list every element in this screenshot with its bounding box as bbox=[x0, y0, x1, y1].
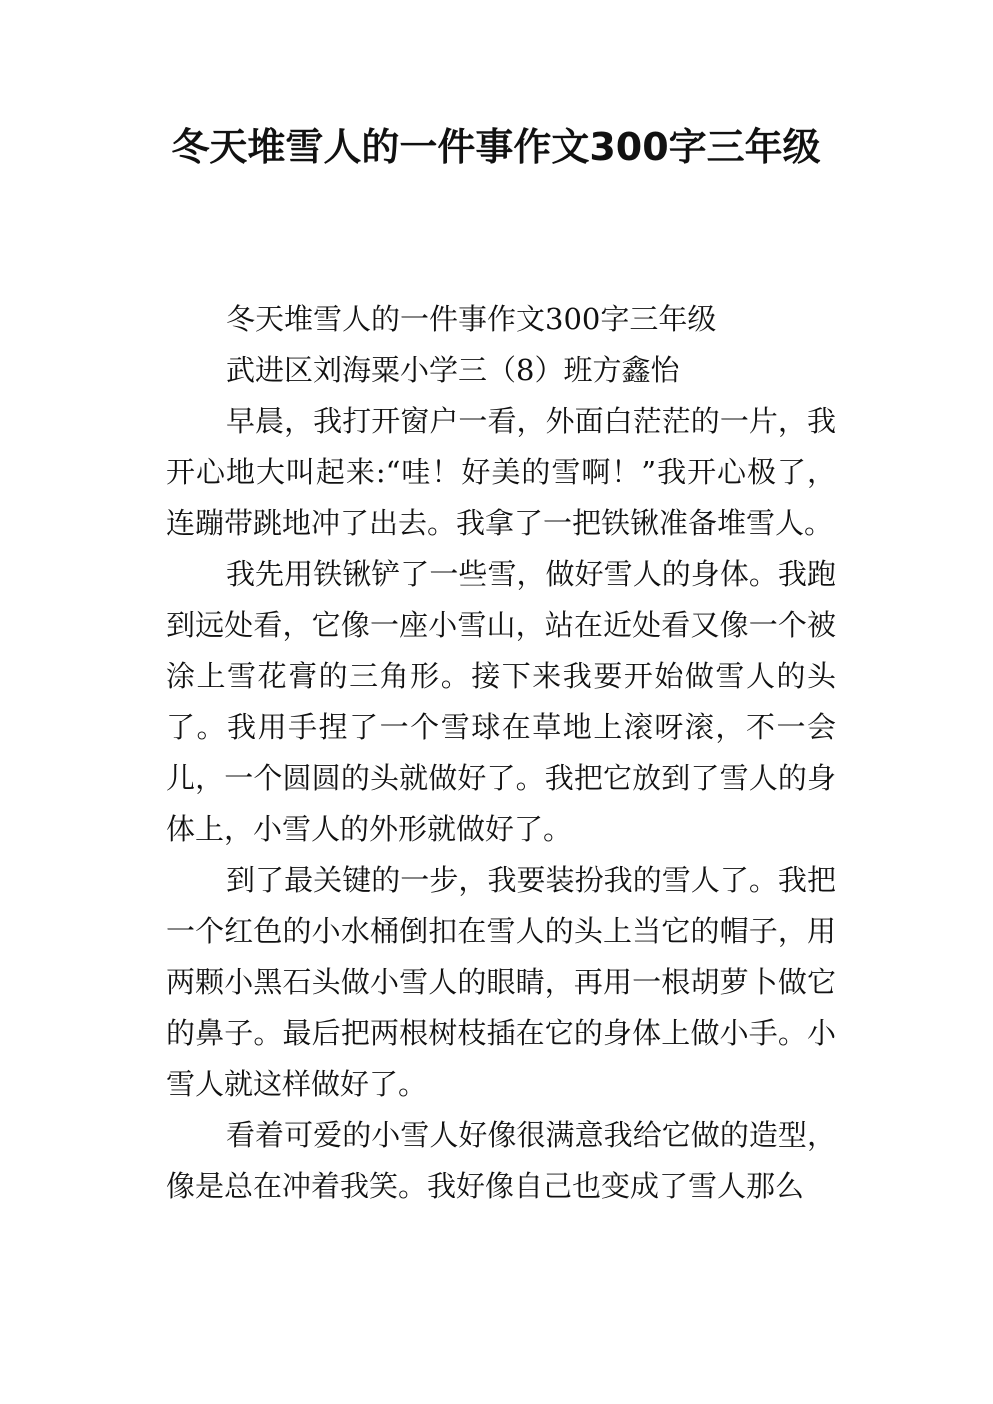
paragraph: 到了最关键的一步，我要装扮我的雪人了。我把一个红色的小水桶倒扣在雪人的头上当它的帽子，用两颗小黑石头做小雪人的眼睛，再用一根胡萝卜做它的鼻子。最后把两根树枝插在它的身体上做小手。小雪人就这样做好了。 bbox=[166, 863, 836, 1101]
paragraph: 看着可爱的小雪人好像很满意我给它做的造型，像是总在冲着我笑。我好像自己也变成了雪人那么 bbox=[166, 1118, 836, 1203]
document-title: 冬天堆雪人的一件事作文300字三年级 bbox=[171, 125, 821, 169]
document-body bbox=[166, 294, 836, 1212]
paragraph-subtitle: 冬天堆雪人的一件事作文300字三年级 bbox=[226, 302, 717, 336]
paragraph: 早晨，我打开窗户一看，外面白茫茫的一片，我开心地大叫起来:“哇！好美的雪啊！”我开心极了，连蹦带跳地冲了出去。我拿了一把铁锹准备堆雪人。 bbox=[166, 404, 836, 540]
paragraph-author: 武进区刘海粟小学三（8）班方鑫怡 bbox=[226, 353, 680, 387]
paragraph: 我先用铁锹铲了一些雪，做好雪人的身体。我跑到远处看，它像一座小雪山，站在近处看又像一个被涂上雪花膏的三角形。接下来我要开始做雪人的头了。我用手捏了一个雪球在草地上滚呀滚，不一会儿，一个圆圆的头就做好了。我把它放到了雪人的身体上，小雪人的外形就做好了。 bbox=[166, 557, 836, 846]
